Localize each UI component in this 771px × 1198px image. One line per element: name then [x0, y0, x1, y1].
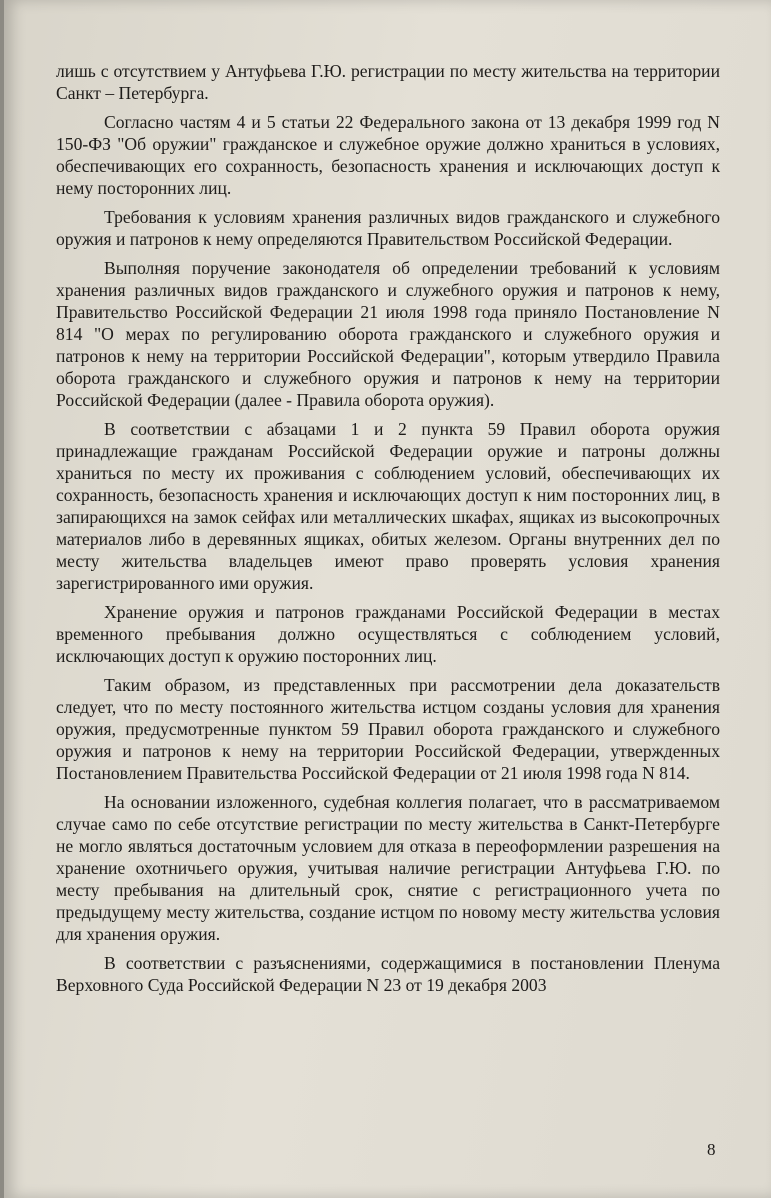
paragraph-6: Хранение оружия и патронов гражданами Российской Федерации в местах временного пребывания должно осуществляться с соблюдением условий, исключающих доступ к оружию посторонних лиц.	[56, 602, 720, 666]
page-number: 8	[707, 1140, 716, 1159]
paragraph-2: Согласно частям 4 и 5 статьи 22 Федерального закона от 13 декабря 1999 год N 150-ФЗ "Об оружии" гражданское и служебное оружие должно храниться в условиях, обеспечивающих его сохранность, безопасность хранения и исключающих доступ к нему посторонних лиц.	[56, 112, 720, 198]
document-page	[4, 0, 771, 1198]
paragraph-1: лишь с отсутствием у Антуфьева Г.Ю. регистрации по месту жительства на территории Санкт – Петербурга.	[56, 61, 720, 103]
document-body	[56, 60, 720, 1003]
paragraph-8: На основании изложенного, судебная коллегия полагает, что в рассматриваемом случае само по себе отсутствие регистрации по месту жительства в Санкт-Петербурге не могло являться достаточным условием для отказа в переоформлении разрешения на хранение охотничьего оружия, учитывая наличие регистрации Антуфьева Г.Ю. по месту пребывания на длительный срок, снятие с регистрационного учета по предыдущему месту жительства, создание истцом по новому месту жительства условия для хранения оружия.	[56, 792, 720, 944]
paragraph-4: Выполняя поручение законодателя об определении требований к условиям хранения различных видов гражданского и служебного оружия и патронов к нему, Правительство Российской Федерации 21 июля 1998 года приняло Постановление N 814 "О мерах по регулированию оборота гражданского и служебного оружия и патронов к нему на территории Российской Федерации", которым утвердило Правила оборота гражданского и служебного оружия и патронов к нему на территории Российской Федерации (далее - Правила оборота оружия).	[56, 258, 720, 410]
paragraph-3: Требования к условиям хранения различных видов гражданского и служебного оружия и патронов к нему определяются Правительством Российской Федерации.	[56, 207, 720, 249]
paragraph-7: Таким образом, из представленных при рассмотрении дела доказательств следует, что по месту постоянного жительства истцом созданы условия для хранения оружия, предусмотренные пунктом 59 Правил оборота гражданского и служебного оружия и патронов к нему на территории Российской Федерации, утвержденных Постановлением Правительства Российской Федерации от 21 июля 1998 года N 814.	[56, 675, 720, 783]
paragraph-5: В соответствии с абзацами 1 и 2 пункта 59 Правил оборота оружия принадлежащие гражданам Российской Федерации оружие и патроны должны храниться по месту их проживания с соблюдением условий, обеспечивающих их сохранность, безопасность хранения и исключающих доступ к ним посторонних лиц, в запирающихся на замок сейфах или металлических шкафах, ящиках из высокопрочных материалов либо в деревянных ящиках, обитых железом. Органы внутренних дел по месту жительства владельцев имеют право проверять условия хранения зарегистрированного ими оружия.	[56, 419, 720, 593]
paragraph-9: В соответствии с разъяснениями, содержащимися в постановлении Пленума Верховного Суда Российской Федерации N 23 от 19 декабря 2003	[56, 953, 720, 995]
